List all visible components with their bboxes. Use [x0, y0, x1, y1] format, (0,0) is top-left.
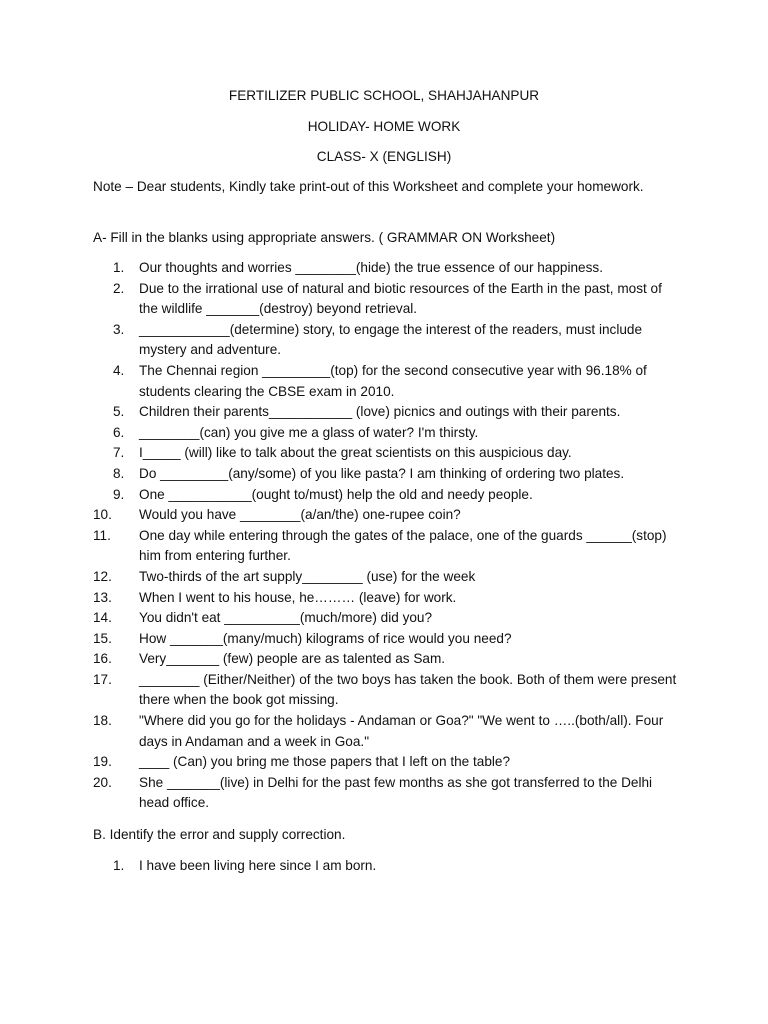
list-item: [93, 588, 683, 609]
list-item: [93, 258, 683, 279]
item-number: 1.: [113, 858, 125, 873]
list-item: [93, 464, 683, 485]
item-text: The Chennai region _________(top) for the second consecutive year with 96.18% of students clearing the CBSE exam in 2010.: [139, 362, 647, 399]
note-paragraph: Note – Dear students, Kindly take print-out of this Worksheet and complete your homework.: [93, 179, 644, 194]
list-item: [93, 567, 683, 588]
item-text: When I went to his house, he……… (leave) for work.: [139, 589, 457, 605]
item-number: 12.: [93, 568, 112, 584]
item-text: ____________(determine) story, to engage the interest of the readers, must include mystery and adventure.: [139, 321, 643, 358]
section-b-heading: B. Identify the error and supply correction.: [93, 827, 346, 842]
item-number: 5.: [113, 404, 125, 420]
list-item: [93, 773, 683, 814]
item-text: Our thoughts and worries ________(hide) the true essence of our happiness.: [139, 260, 603, 275]
item-text: Children their parents___________ (love) picnics and outings with their parents.: [139, 404, 621, 420]
item-text: Do _________(any/some) of you like pasta? I am thinking of ordering two plates.: [139, 465, 625, 481]
item-number: 4.: [113, 362, 125, 378]
item-text: ____ (Can) you bring me those papers that I left on the table?: [139, 754, 511, 770]
item-number: 11.: [93, 527, 111, 543]
item-number: 17.: [93, 671, 112, 687]
homework-subtitle: HOLIDAY- HOME WORK: [307, 119, 461, 134]
list-item: [93, 361, 683, 402]
item-number: 19.: [93, 754, 112, 770]
item-text: How _______(many/much) kilograms of rice would you need?: [139, 630, 512, 646]
section-a-heading: A- Fill in the blanks using appropriate answers. ( GRAMMAR ON Worksheet): [93, 230, 556, 245]
list-item: [93, 443, 683, 464]
list-item: [93, 505, 683, 526]
item-number: 18.: [93, 713, 112, 729]
list-item: [93, 670, 683, 711]
item-text: ________ (Either/Neither) of the two boys has taken the book. Both of them were present there when the book got missing.: [139, 671, 677, 708]
item-number: 7.: [113, 445, 125, 461]
item-text: Would you have ________(a/an/the) one-rupee coin?: [139, 507, 461, 523]
list-item: [93, 279, 683, 320]
item-number: 2.: [113, 280, 125, 296]
list-item: [93, 423, 683, 444]
item-number: 16.: [93, 651, 112, 667]
item-text: One ___________(ought to/must) help the old and needy people.: [139, 486, 533, 502]
section-a-list: [93, 258, 683, 814]
list-item: [93, 649, 683, 670]
list-item: [93, 526, 683, 567]
item-text: Due to the irrational use of natural and biotic resources of the Earth in the past, most of the wildlife _______(destroy) beyond retrieval.: [139, 280, 662, 317]
item-text: She _______(live) in Delhi for the past few months as she got transferred to the Delhi head office.: [139, 774, 653, 811]
list-item: [93, 856, 683, 877]
list-item: [93, 402, 683, 423]
item-text: You didn't eat __________(much/more) did you?: [139, 610, 433, 626]
item-number: 10.: [93, 507, 112, 523]
item-number: 8.: [113, 465, 125, 481]
list-item: [93, 485, 683, 506]
list-item: [93, 711, 683, 752]
item-number: 15.: [93, 630, 112, 646]
item-text: "Where did you go for the holidays - Andaman or Goa?" "We went to …..(both/all). Four days in Andaman and a week in Goa.": [139, 713, 664, 749]
class-line: CLASS- X (ENGLISH): [316, 149, 452, 164]
school-title: FERTILIZER PUBLIC SCHOOL, SHAHJAHANPUR: [228, 88, 540, 103]
item-text: ________(can) you give me a glass of water? I'm thirsty.: [139, 424, 479, 440]
list-item: [93, 608, 683, 629]
item-number: 14.: [93, 610, 112, 626]
item-text: One day while entering through the gates of the palace, one of the guards ______(stop) him from entering further.: [139, 527, 667, 564]
item-number: 9.: [113, 486, 125, 502]
item-text: Very_______ (few) people are as talented as Sam.: [139, 651, 446, 667]
section-b-list: [93, 856, 683, 877]
item-number: 3.: [113, 321, 125, 337]
item-number: 1.: [113, 260, 125, 275]
item-text: I have been living here since I am born.: [139, 858, 377, 873]
list-item: [93, 752, 683, 773]
item-number: 6.: [113, 424, 125, 440]
item-text: Two-thirds of the art supply________ (use) for the week: [139, 568, 476, 584]
item-number: 13.: [93, 589, 112, 605]
list-item: [93, 629, 683, 650]
list-item: [93, 320, 683, 361]
item-text: I_____ (will) like to talk about the great scientists on this auspicious day.: [139, 445, 572, 461]
item-number: 20.: [93, 774, 112, 790]
